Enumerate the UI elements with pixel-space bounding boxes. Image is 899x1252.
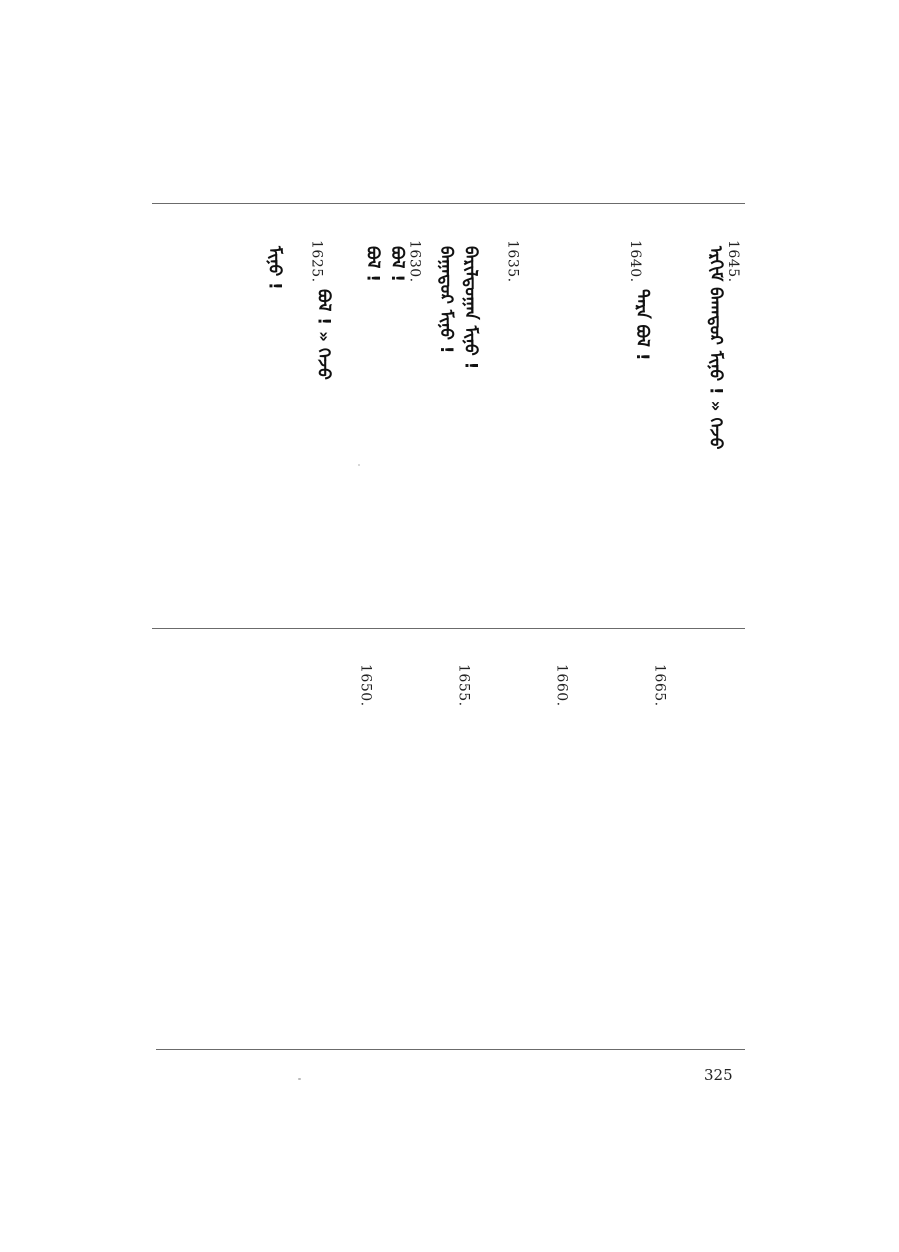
upper-verse-section: [150, 240, 750, 610]
verse-text: ᠪᠣᠯ ! » ᠭᠡᠵᠦ: [313, 288, 334, 380]
verse-line: [260, 240, 290, 290]
verse-text: ᠪᠣᠯ !: [387, 246, 407, 283]
verse-line: [627, 240, 657, 360]
line-number: 1630.: [406, 240, 423, 283]
line-number: 1645.: [725, 240, 741, 283]
verse-line: [358, 240, 388, 282]
verse-text: ᠲᠡᠷᠡ ᠪᠣᠯ !: [632, 288, 652, 361]
verse-line: [554, 664, 570, 713]
middle-rule: [152, 628, 745, 629]
line-number: 1665.: [651, 664, 668, 707]
line-number: 1650.: [357, 664, 374, 707]
verse-text: ᠡᠷᠬᠢᠮ ᠪᠠᠬᠠᠳᠤᠷ ᠮᠢᠨᠤ ! » ᠭᠡᠵᠦ: [705, 246, 726, 450]
verse-line: [309, 240, 339, 379]
top-rule: [152, 203, 745, 204]
verse-line: [358, 664, 374, 713]
verse-text: ᠪᠠᠷᠢᠯᠳᠤᠭᠠᠨ ᠮᠢᠨᠤ !: [460, 246, 481, 370]
verse-line: [652, 664, 668, 713]
verse-line: [456, 664, 472, 713]
verse-line: [701, 240, 731, 449]
verse-text: ᠮᠢᠨᠤ !: [264, 246, 285, 290]
bottom-rule: [156, 1049, 745, 1050]
verse-text: ᠪᠠᠭᠠᠲᠤᠷ ᠮᠢᠨᠤ !: [436, 246, 456, 354]
speck-mark: [298, 1078, 301, 1080]
speck-mark: [358, 464, 360, 466]
verse-line: [431, 240, 461, 354]
line-number: 1660.: [553, 664, 570, 707]
line-number: 1625.: [308, 240, 325, 283]
line-number: 1655.: [455, 664, 472, 707]
verse-line: [505, 240, 521, 289]
page-number: 325: [704, 1066, 733, 1084]
lower-verse-section: [150, 664, 750, 1034]
line-number: 1635.: [504, 240, 521, 283]
line-number: 1640.: [627, 240, 643, 283]
verse-text: ᠪᠣᠯ !: [362, 246, 383, 283]
